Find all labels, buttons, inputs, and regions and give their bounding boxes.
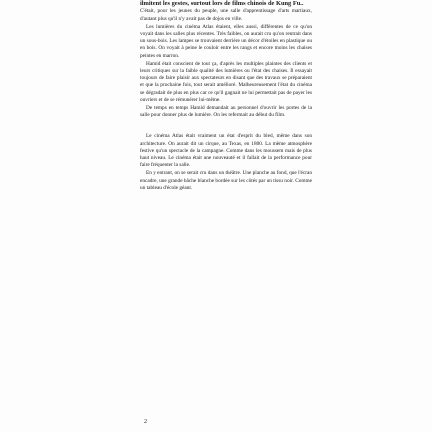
cut-off-top-line: ilmitent les gestes, surtout lors de films chinois de Kung Fu.. xyxy=(140,0,304,7)
text-column xyxy=(140,2,312,192)
paragraph: C'était, pour les jeunes du peuple, une salle d'apprentissage d'arts martiaux, d'autant plus qu'il n'y avait pas de dojos en ville. xyxy=(140,8,312,22)
section-gap xyxy=(140,119,312,133)
paragraph: Hamid était conscient de tout ça, d'après les multiples plaintes des clients et leurs critiques sur la faible qualité des lumières ou l'état des chaises. Il essayait toujours de faire plaisir aux spectateurs en disant que des travaux se préparaient et que la prochaine fois, tout serait amélioré. Malheureusement l'état du cinéma se dégradait de plus en plus car ce qu'il gagnait ne lui permettait pas de payer les ouvriers et de se rémunérer lui-même. xyxy=(140,60,312,103)
paragraph: En y entrant, on se serait cru dans un théâtre. Une planche au fond, que l'écran encadre, une grande bâche blanche bordée sur les côtés par un tissu noir. Comme un tableau d'école géant. xyxy=(140,170,312,191)
paragraph: Les lumières du cinéma Atlas étaient, elles aussi, différentes de ce qu'on voyait dans les salles plus récentes. Très faibles, on aurait cru qu'on rentrait dans un sous-bois. Les lampes se trouvaient derrière un décor d'étoiles en plastique ou en bois. On voyait à peine le couloir entre les rangs et encore moins les chaises peintes en marron. xyxy=(140,23,312,59)
paragraph: De temps en temps Hamid demandait au personnel d'ouvrir les portes de la salle pour donner plus de lumière. On les refermait au début du film. xyxy=(140,105,312,119)
page-number: 2 xyxy=(144,419,147,425)
paragraph: Le cinéma Atlas était vraiment un état d'esprit du bled, même dans son architecture. On aurait dit un cirque, au Texas, en 1800. La même atmosphère festive qu'un spectacle de la campagne. Comme dans les moussem mais de plus haut niveau. Le cinéma était une nouveauté et il fallait de la performance pour faire fréquenter la salle. xyxy=(140,133,312,169)
